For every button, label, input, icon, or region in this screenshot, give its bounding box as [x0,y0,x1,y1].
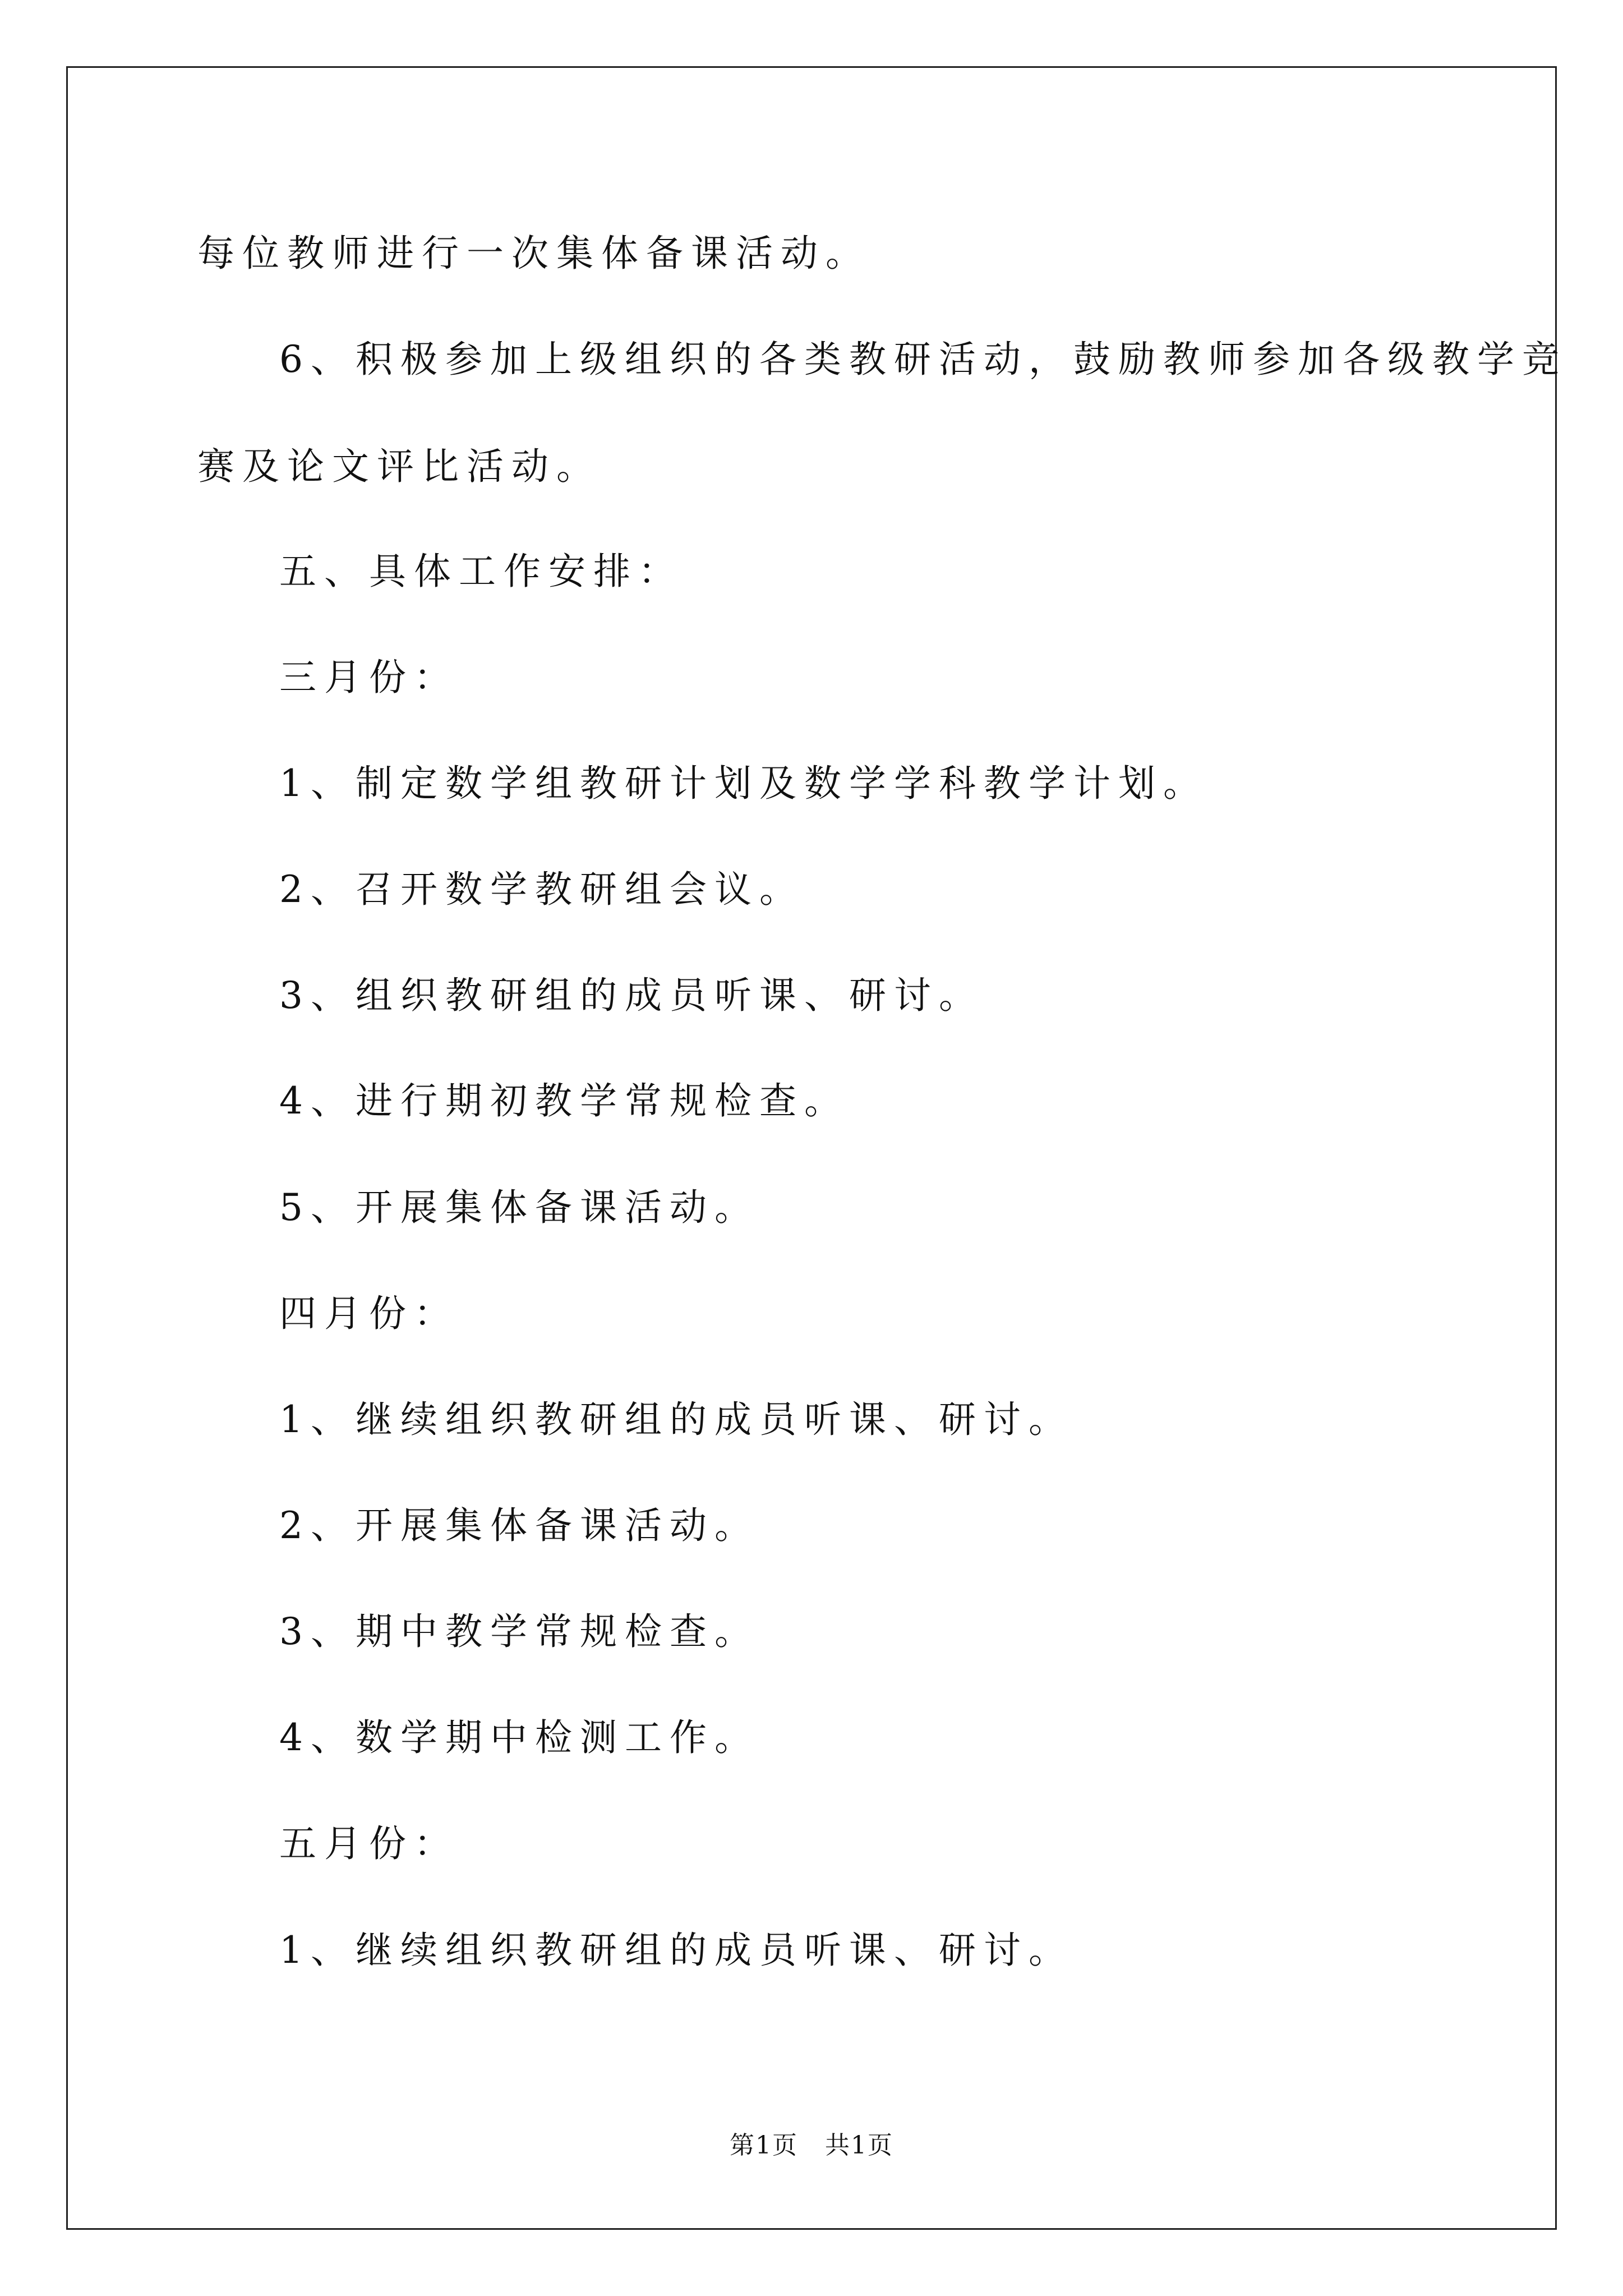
month-heading: 四月份： [279,1292,459,1335]
list-item: 1、继续组织教研组的成员听课、研讨。 [279,1398,1073,1441]
list-item: 2、召开数学教研组会议。 [279,868,804,911]
month-heading: 五月份： [279,1822,459,1865]
paragraph-line: 每位教师进行一次集体备课活动。 [197,232,870,275]
page-total: 共1页 [825,2131,893,2160]
list-item: 4、数学期中检测工作。 [279,1716,759,1759]
section-heading: 五、具体工作安排： [279,550,683,593]
list-item: 1、制定数学组教研计划及数学学科教学计划。 [279,762,1208,805]
page-footer [0,2129,1623,2162]
page-number: 第1页 [730,2131,798,2160]
paragraph-line: 6、积极参加上级组织的各类教研活动，鼓励教师参加各级教学竞 [279,338,1567,381]
list-item: 3、期中教学常规检查。 [279,1610,759,1653]
list-item: 1、继续组织教研组的成员听课、研讨。 [279,1929,1073,1972]
list-item: 3、组织教研组的成员听课、研讨。 [279,974,984,1017]
month-heading: 三月份： [279,656,459,699]
list-item: 4、进行期初教学常规检查。 [279,1079,849,1122]
list-item: 5、开展集体备课活动。 [279,1186,759,1229]
paragraph-line: 赛及论文评比活动。 [197,445,601,488]
page-border [66,66,1557,2230]
list-item: 2、开展集体备课活动。 [279,1504,759,1547]
